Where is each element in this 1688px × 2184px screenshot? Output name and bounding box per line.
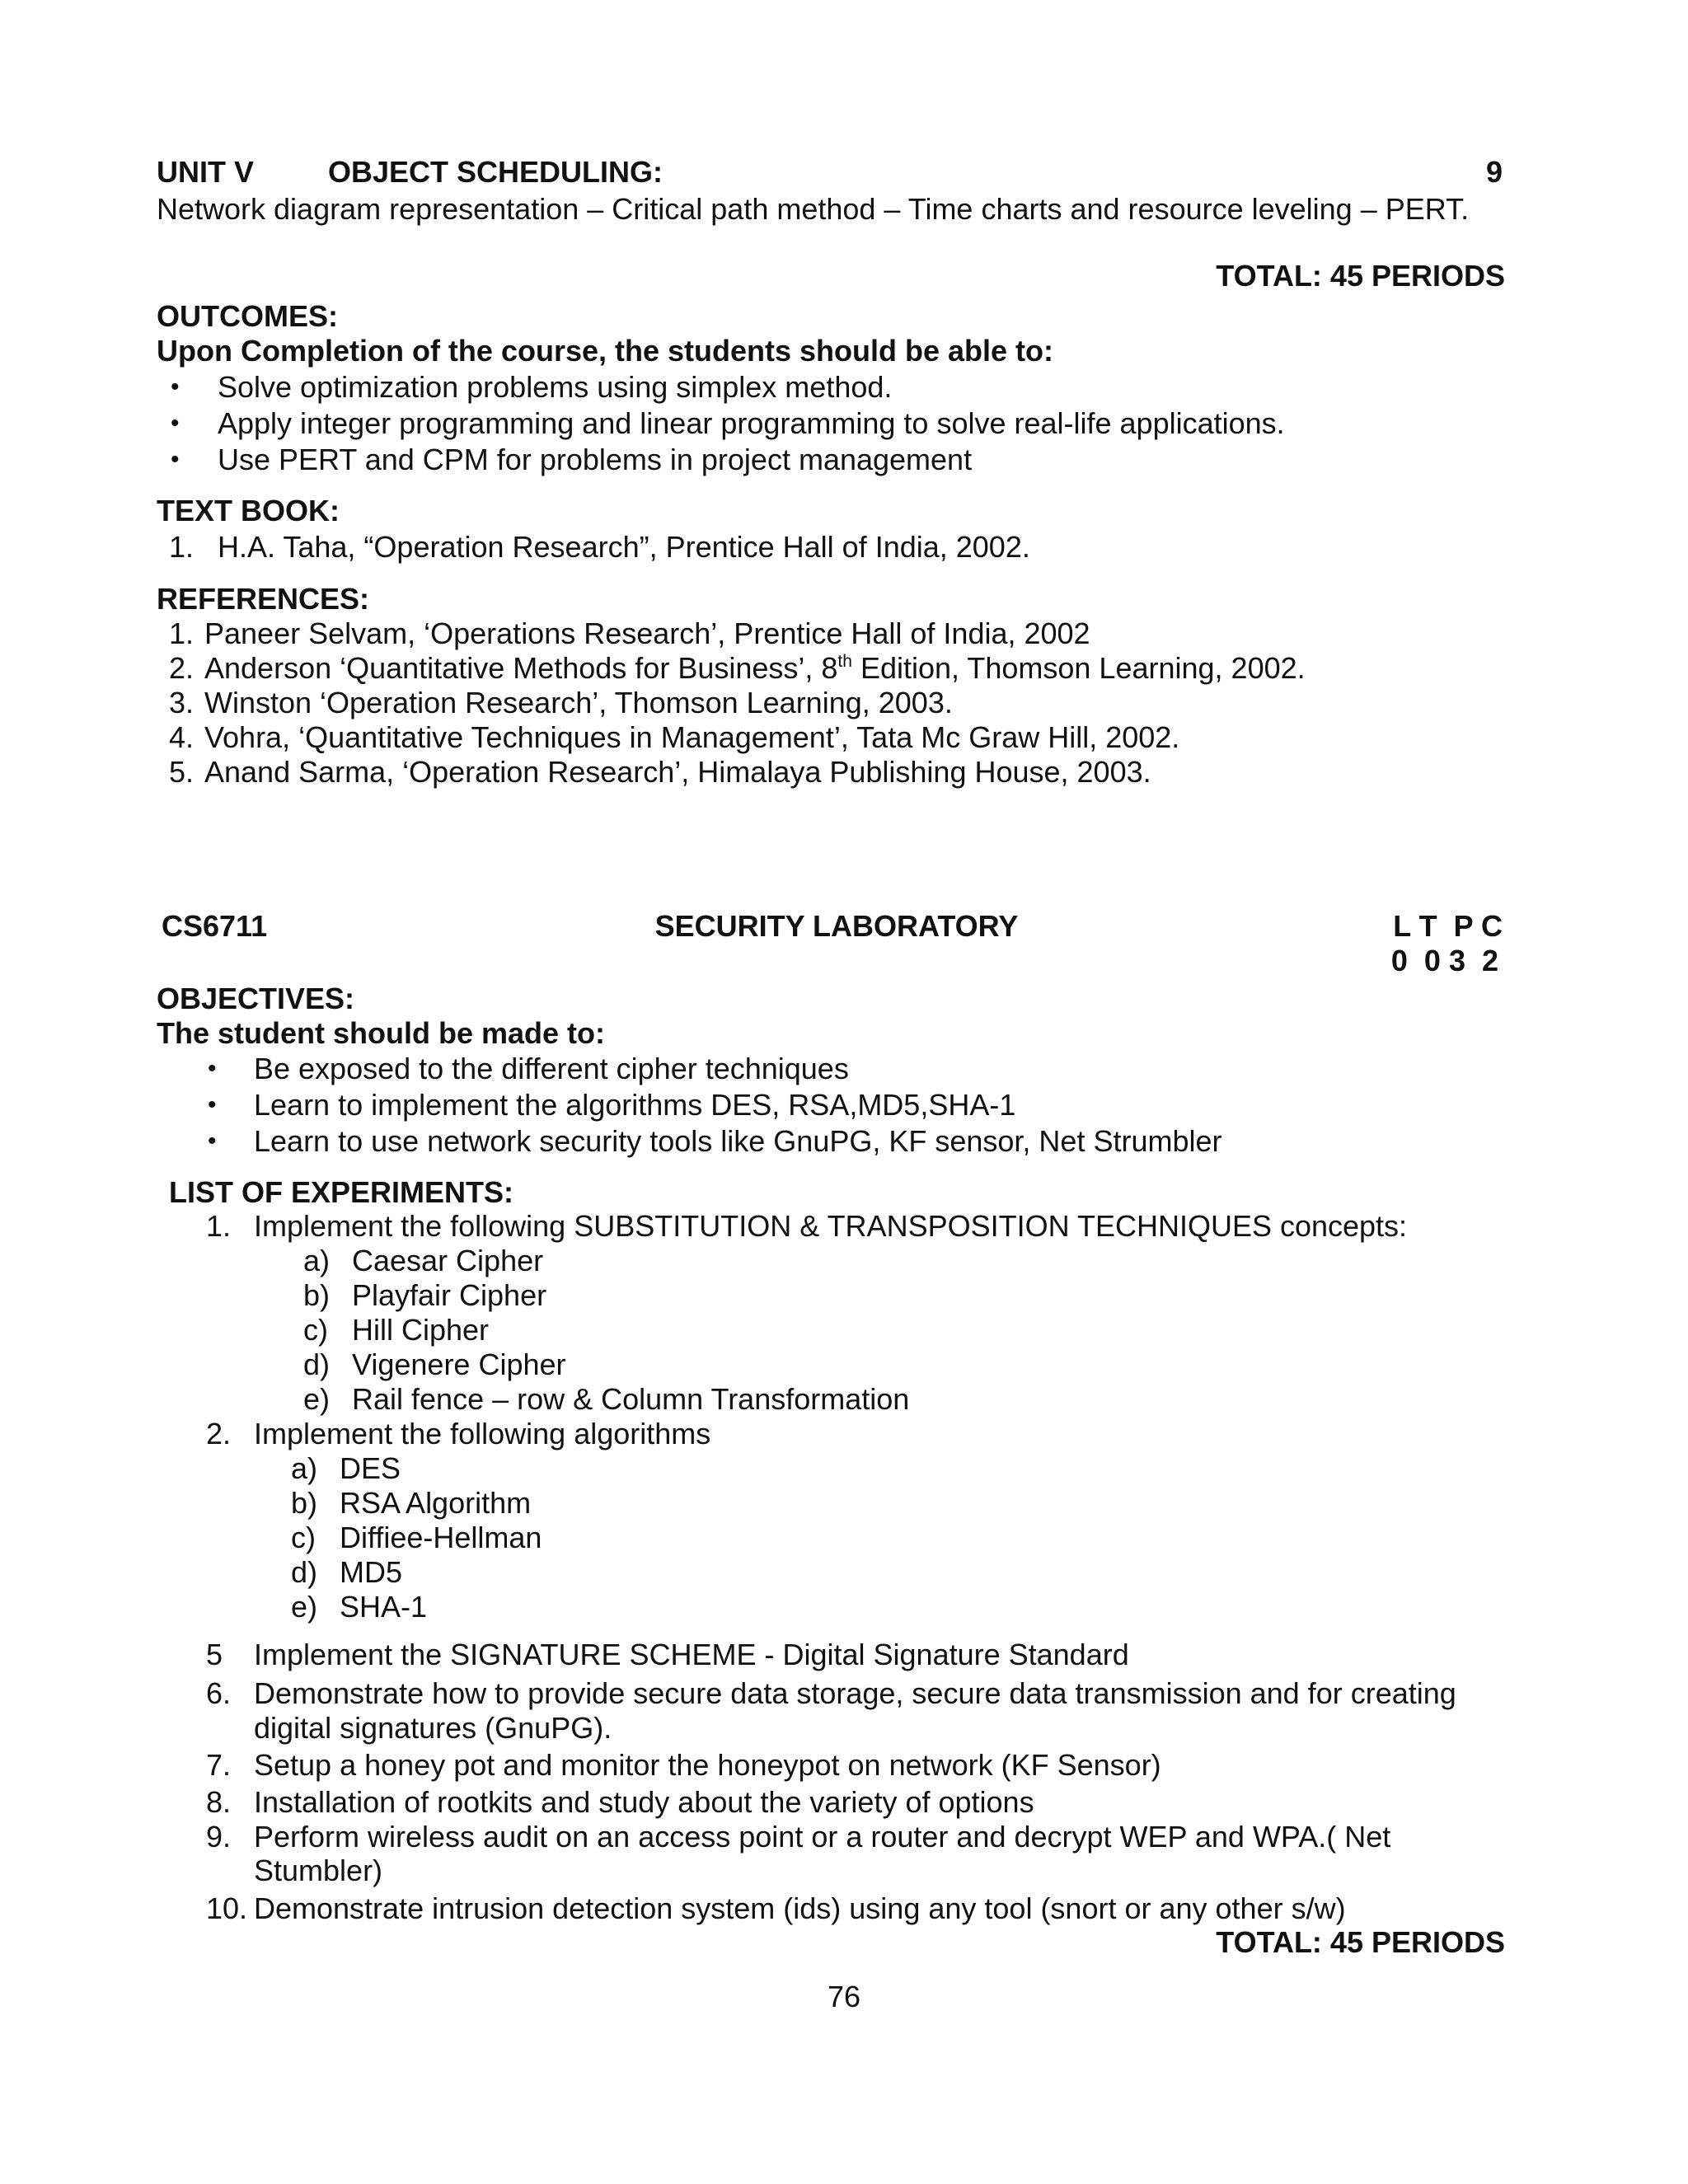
experiment-item: Demonstrate intrusion detection system (ids) using any tool (snort or any other s/w) [254,1891,1346,1925]
sub-item: Caesar Cipher [352,1244,544,1277]
outcomes-heading: OUTCOMES: [157,299,338,333]
experiments-heading: LIST OF EXPERIMENTS: [169,1175,514,1209]
experiment-item-continued: Stumbler) [254,1854,383,1887]
bullet-icon: • [171,373,180,401]
experiment-number: 1. [206,1209,232,1243]
reference-text: Anderson ‘Quantitative Methods for Business’, 8 [204,651,838,685]
reference-number: 3. [169,686,195,719]
sub-item: Diffiee-Hellman [340,1521,542,1554]
bullet-icon: • [208,1127,217,1155]
textbook-heading: TEXT BOOK: [157,494,340,527]
outcome-item: Apply integer programming and linear programming to solve real-life applications. [218,406,1285,440]
bullet-icon: • [171,446,180,473]
sub-item: DES [340,1451,401,1485]
experiment-item: Implement the following algorithms [254,1417,711,1451]
sub-item-label: d) [303,1347,331,1381]
sub-item-label: e) [291,1590,318,1624]
objective-item: Be exposed to the different cipher techniques [254,1052,849,1085]
textbook-item: H.A. Taha, “Operation Research”, Prentice Hall of India, 2002. [218,530,1030,564]
superscript: th [837,652,852,671]
experiment-number: 7. [206,1748,232,1782]
experiment-item-continued: digital signatures (GnuPG). [254,1711,612,1745]
objectives-intro: The student should be made to: [157,1016,606,1050]
sub-item: Vigenere Cipher [352,1347,566,1381]
reference-number: 1. [169,616,195,650]
reference-number: 2. [169,651,195,685]
experiment-number: 5 [206,1638,223,1671]
bullet-icon: • [208,1091,217,1118]
sub-item: Rail fence – row & Column Transformation [352,1382,910,1416]
page-number: 76 [827,1980,861,2013]
experiment-number: 10. [206,1891,248,1925]
sub-item-label: c) [291,1521,316,1554]
sub-item: Playfair Cipher [352,1278,547,1312]
reference-item: Winston ‘Operation Research’, Thomson Learning, 2003. [204,686,953,719]
unit-hours: 9 [1485,155,1503,189]
reference-item: Anand Sarma, ‘Operation Research’, Himalaya Publishing House, 2003. [204,755,1151,789]
objective-item: Learn to implement the algorithms DES, RSA,MD5,SHA-1 [254,1088,1016,1122]
experiment-number: 2. [206,1417,232,1451]
reference-number: 4. [169,720,195,754]
reference-item [204,651,1306,686]
experiment-item: Perform wireless audit on an access point or a router and decrypt WEP and WPA.( Net [254,1820,1391,1854]
sub-item: MD5 [340,1555,403,1589]
reference-text: Edition, Thomson Learning, 2002. [851,651,1306,685]
experiment-item: Demonstrate how to provide secure data storage, secure data transmission and for creating [254,1676,1456,1710]
bullet-icon: • [208,1055,217,1082]
unit-total-periods: TOTAL: 45 PERIODS [1216,259,1505,293]
course-title: SECURITY LABORATORY [654,909,1019,943]
reference-number: 5. [169,755,195,789]
experiment-item: Implement the following SUBSTITUTION & TRANSPOSITION TECHNIQUES concepts: [254,1209,1408,1243]
objective-item: Learn to use network security tools like GnuPG, KF sensor, Net Strumbler [254,1124,1222,1158]
experiment-item: Setup a honey pot and monitor the honeypot on network (KF Sensor) [254,1748,1161,1782]
reference-item: Paneer Selvam, ‘Operations Research’, Prentice Hall of India, 2002 [204,616,1090,650]
sub-item-label: e) [303,1382,331,1416]
unit-content: Network diagram representation – Critical path method – Time charts and resource leveling – PERT. [157,192,1470,226]
experiment-item: Installation of rootkits and study about the variety of options [254,1785,1034,1819]
sub-item-label: a) [303,1244,331,1277]
lab-total-periods: TOTAL: 45 PERIODS [1216,1925,1505,1959]
ltpc-values: 0 0 3 2 [1390,944,1498,977]
course-code: CS6711 [162,909,268,943]
sub-item: Hill Cipher [352,1313,490,1347]
objectives-heading: OBJECTIVES: [157,982,355,1015]
bullet-icon: • [171,410,180,437]
textbook-item-number: 1. [169,530,195,564]
sub-item-label: d) [291,1555,318,1589]
unit-title: OBJECT SCHEDULING: [328,155,663,189]
outcome-item: Solve optimization problems using simplex method. [218,370,893,404]
unit-label: UNIT V [157,155,255,189]
experiment-number: 9. [206,1820,232,1854]
sub-item-label: b) [303,1278,331,1312]
sub-item-label: c) [303,1313,328,1347]
outcome-item: Use PERT and CPM for problems in project management [218,443,973,476]
sub-item: SHA-1 [340,1590,428,1624]
experiment-item: Implement the SIGNATURE SCHEME - Digital Signature Standard [254,1638,1129,1671]
reference-item: Vohra, ‘Quantitative Techniques in Management’, Tata Mc Graw Hill, 2002. [204,720,1180,754]
experiment-number: 8. [206,1785,232,1819]
sub-item: RSA Algorithm [340,1486,532,1520]
experiment-number: 6. [206,1676,232,1710]
sub-item-label: b) [291,1486,318,1520]
sub-item-label: a) [291,1451,318,1485]
references-heading: REFERENCES: [157,582,370,616]
outcomes-intro: Upon Completion of the course, the students should be able to: [157,334,1054,368]
ltpc-label: L T P C [1393,909,1503,943]
